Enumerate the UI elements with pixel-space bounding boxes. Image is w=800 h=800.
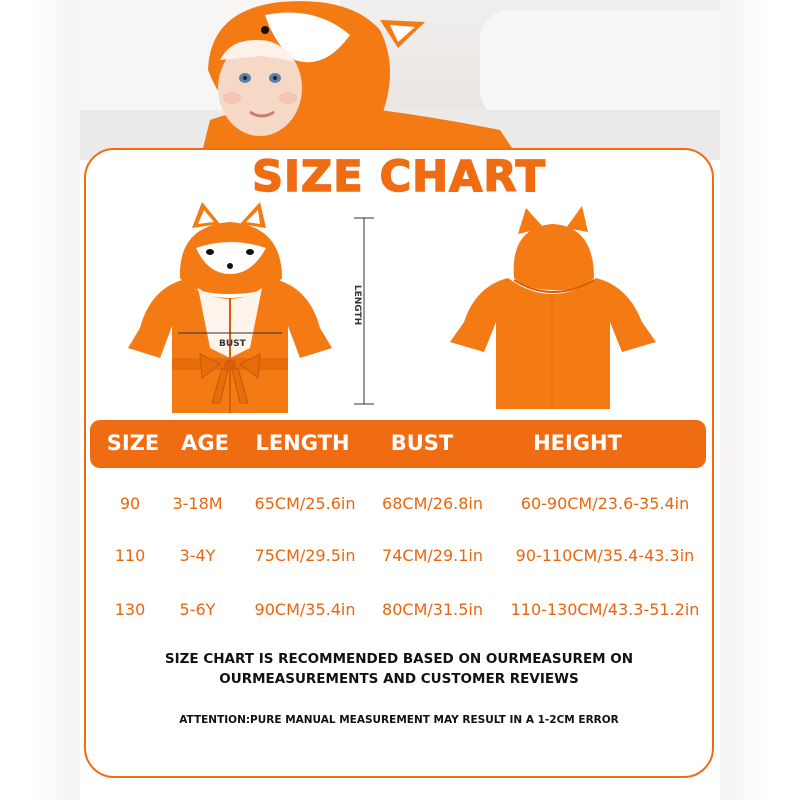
bust-label: BUST — [219, 339, 246, 349]
baby-photo — [80, 0, 720, 160]
note-line-1: SIZE CHART IS RECOMMENDED BASED ON OURMEASUREM ON — [164, 651, 634, 667]
row-2-age: 3-4Y — [179, 546, 216, 565]
fox-robe-back-image — [448, 204, 668, 416]
left-margin — [0, 0, 80, 800]
row-2-height: 90-110CM/35.4-43.3in — [515, 546, 695, 565]
size-chart-title: SIZE CHART — [252, 152, 546, 202]
row-1-size: 90 — [119, 494, 141, 513]
row-2-length: 75CM/29.5in — [254, 546, 356, 565]
baby-illustration — [80, 0, 720, 160]
row-3-age: 5-6Y — [179, 600, 216, 619]
header-bust: BUST — [390, 431, 454, 455]
length-label: LENGTH — [352, 284, 363, 326]
row-1-bust: 68CM/26.8in — [382, 494, 483, 513]
row-3-size: 130 — [114, 600, 146, 619]
row-1-height: 60-90CM/23.6-35.4in — [520, 494, 690, 513]
right-margin — [720, 0, 800, 800]
row-1-length: 65CM/25.6in — [254, 494, 356, 513]
attention-note: ATTENTION:PURE MANUAL MEASUREMENT MAY RESULT IN A 1-2CM ERROR — [179, 714, 619, 726]
header-size: SIZE — [106, 431, 160, 455]
header-age: AGE — [181, 431, 229, 455]
row-2-bust: 74CM/29.1in — [382, 546, 483, 565]
row-3-height: 110-130CM/43.3-51.2in — [510, 600, 700, 619]
row-3-length: 90CM/35.4in — [254, 600, 356, 619]
note-line-2: OURMEASUREMENTS AND CUSTOMER REVIEWS — [219, 671, 579, 687]
row-2-size: 110 — [114, 546, 146, 565]
header-height: HEIGHT — [533, 431, 622, 455]
header-length: LENGTH — [255, 431, 350, 455]
fox-robe-front-image — [120, 198, 340, 418]
row-3-bust: 80CM/31.5in — [382, 600, 483, 619]
row-1-age: 3-18M — [172, 494, 223, 513]
